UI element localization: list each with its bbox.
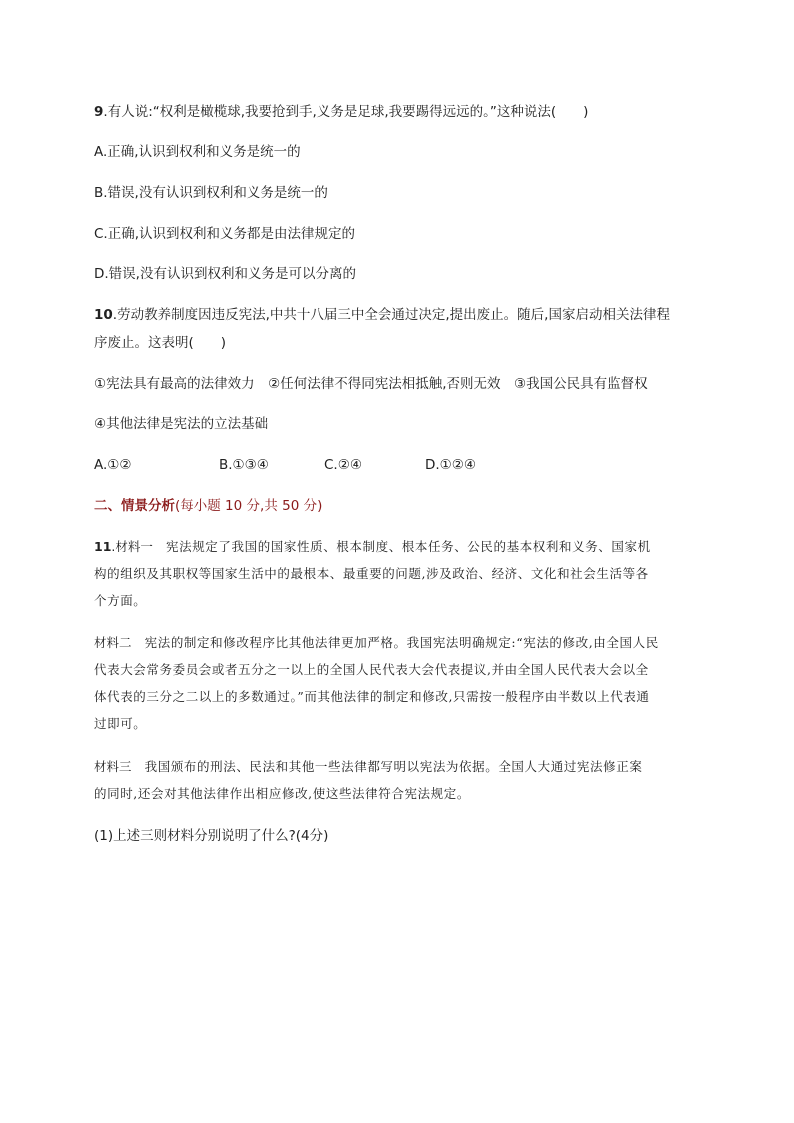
q11-subquestion-1: (1)上述三则材料分别说明了什么?(4分)	[94, 828, 329, 844]
q9-option-b: B.错误,没有认识到权利和义务是统一的	[94, 185, 328, 201]
q10-option-d: D.①②④	[425, 457, 476, 473]
q9-option-a: A.正确,认识到权利和义务是统一的	[94, 144, 301, 160]
q11-material2-label: 材料二	[94, 635, 132, 650]
q11-material2-line3: 体代表的三分之二以上的多数通过。”而其他法律的制定和修改,只需按一般程序由半数以上代表通	[94, 689, 650, 704]
q10-stem-line2: 序废止。这表明( )	[94, 335, 227, 351]
q10-option-b: B.①③④	[219, 457, 269, 473]
q10-stem-text: .劳动教养制度因违反宪法,中共十八届三中全会通过决定,提出废止。随后,国家启动相关法律程	[112, 307, 670, 323]
section-2-note: (每小题 10 分,共 50 分)	[175, 498, 323, 514]
q11-material3-line1	[94, 757, 714, 777]
q10-statements-line1: ①宪法具有最高的法律效力 ②任何法律不得同宪法相抵触,否则无效 ③我国公民具有监督权	[94, 376, 648, 392]
q11-material1-line3: 个方面。	[94, 593, 147, 608]
q11-material2-line4: 过即可。	[94, 716, 147, 731]
q10-option-a: A.①②	[94, 457, 132, 473]
section-2-heading	[94, 496, 714, 516]
q11-material2-line1	[94, 633, 714, 653]
q10-number: 10	[94, 307, 113, 323]
section-2-title: 二、情景分析	[94, 498, 175, 514]
q11-material1-label: .材料一	[111, 539, 153, 554]
q11-material3-line2: 的同时,还会对其他法律作出相应修改,使这些法律符合宪法规定。	[94, 786, 470, 801]
q10-stem-line1	[94, 305, 714, 325]
q11-material2-line2: 代表大会常务委员会或者五分之一以上的全国人民代表大会代表提议,并由全国人民代表大会以全	[94, 662, 649, 677]
q10-option-c: C.②④	[324, 457, 362, 473]
q11-material1-text: 宪法规定了我国的国家性质、根本制度、根本任务、公民的基本权利和义务、国家机	[152, 539, 651, 554]
q10-statements-line2: ④其他法律是宪法的立法基础	[94, 416, 269, 432]
q11-material1-line2: 构的组织及其职权等国家生活中的最根本、最重要的问题,涉及政治、经济、文化和社会生活等各	[94, 566, 649, 581]
q11-material3-text: 我国颁布的刑法、民法和其他一些法律都写明以宪法为依据。全国人大通过宪法修正案	[131, 759, 643, 774]
q9-number: 9	[94, 104, 104, 120]
q9-option-d: D.错误,没有认识到权利和义务是可以分离的	[94, 266, 356, 282]
q11-material1-line1	[94, 537, 714, 557]
q11-material3-label: 材料三	[94, 759, 132, 774]
q9-stem-text: .有人说:“权利是橄榄球,我要抢到手,义务是足球,我要踢得远远的。”这种说法( )	[103, 104, 589, 120]
q9-option-c: C.正确,认识到权利和义务都是由法律规定的	[94, 226, 356, 242]
q11-number: 11	[94, 539, 112, 554]
q9-stem	[94, 102, 714, 122]
q11-material2-text: 宪法的制定和修改程序比其他法律更加严格。我国宪法明确规定:“宪法的修改,由全国人民	[131, 635, 659, 650]
